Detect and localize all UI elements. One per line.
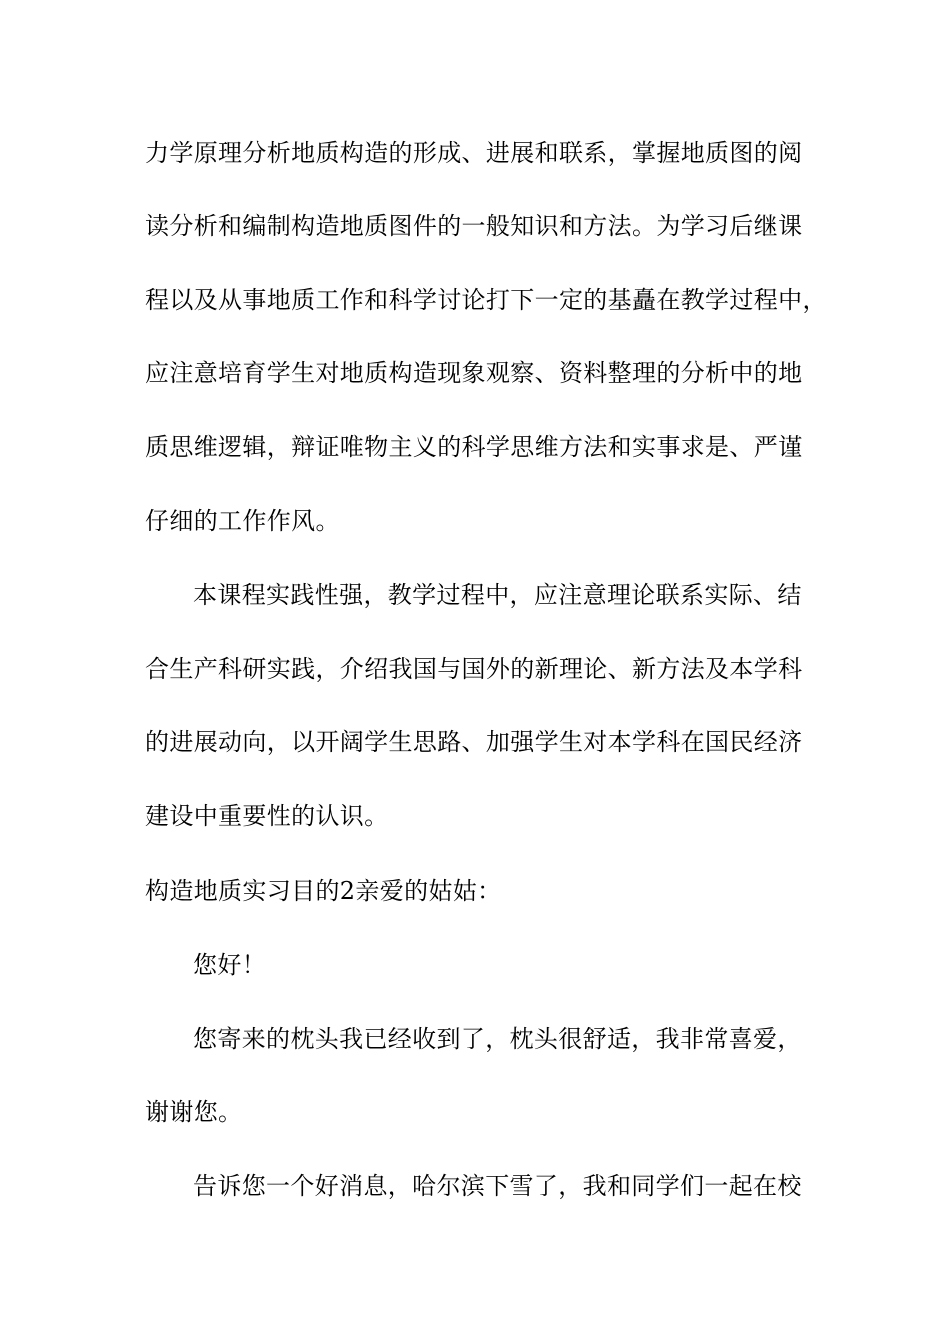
letter-paragraph-1-line-1: 您寄来的枕头我已经收到了，枕头很舒适，我非常喜爱， [193, 1025, 802, 1053]
paragraph-2-line-4: 建设中重要性的认识。 [145, 802, 389, 830]
paragraph-1-line-1: 力学原理分析地质构造的形成、进展和联系，掌握地质图的阅 [145, 139, 803, 167]
paragraph-2-line-3: 的进展动向，以开阔学生思路、加强学生对本学科在国民经济 [145, 728, 803, 756]
section-heading: 构造地质实习目的2亲爱的姑姑： [145, 877, 502, 905]
paragraph-2-line-2: 合生产科研实践，介绍我国与国外的新理论、新方法及本学科 [145, 655, 803, 683]
paragraph-1-line-5: 质思维逻辑，辩证唯物主义的科学思维方法和实事求是、严谨 [145, 433, 803, 461]
paragraph-2-line-1: 本课程实践性强，教学过程中，应注意理论联系实际、结 [193, 581, 802, 609]
letter-paragraph-1-line-2: 谢谢您。 [145, 1098, 243, 1126]
letter-paragraph-2-line-1: 告诉您一个好消息，哈尔滨下雪了，我和同学们一起在校 [193, 1172, 802, 1200]
paragraph-1-line-6: 仔细的工作作风。 [145, 507, 340, 535]
greeting: 您好！ [193, 951, 267, 979]
paragraph-1-line-3: 程以及从事地质工作和科学讨论打下一定的基矗在教学过程中， [145, 286, 827, 314]
paragraph-1-line-4: 应注意培育学生对地质构造现象观察、资料整理的分析中的地 [145, 359, 803, 387]
paragraph-1-line-2: 读分析和编制构造地质图件的一般知识和方法。为学习后继课 [145, 212, 803, 240]
